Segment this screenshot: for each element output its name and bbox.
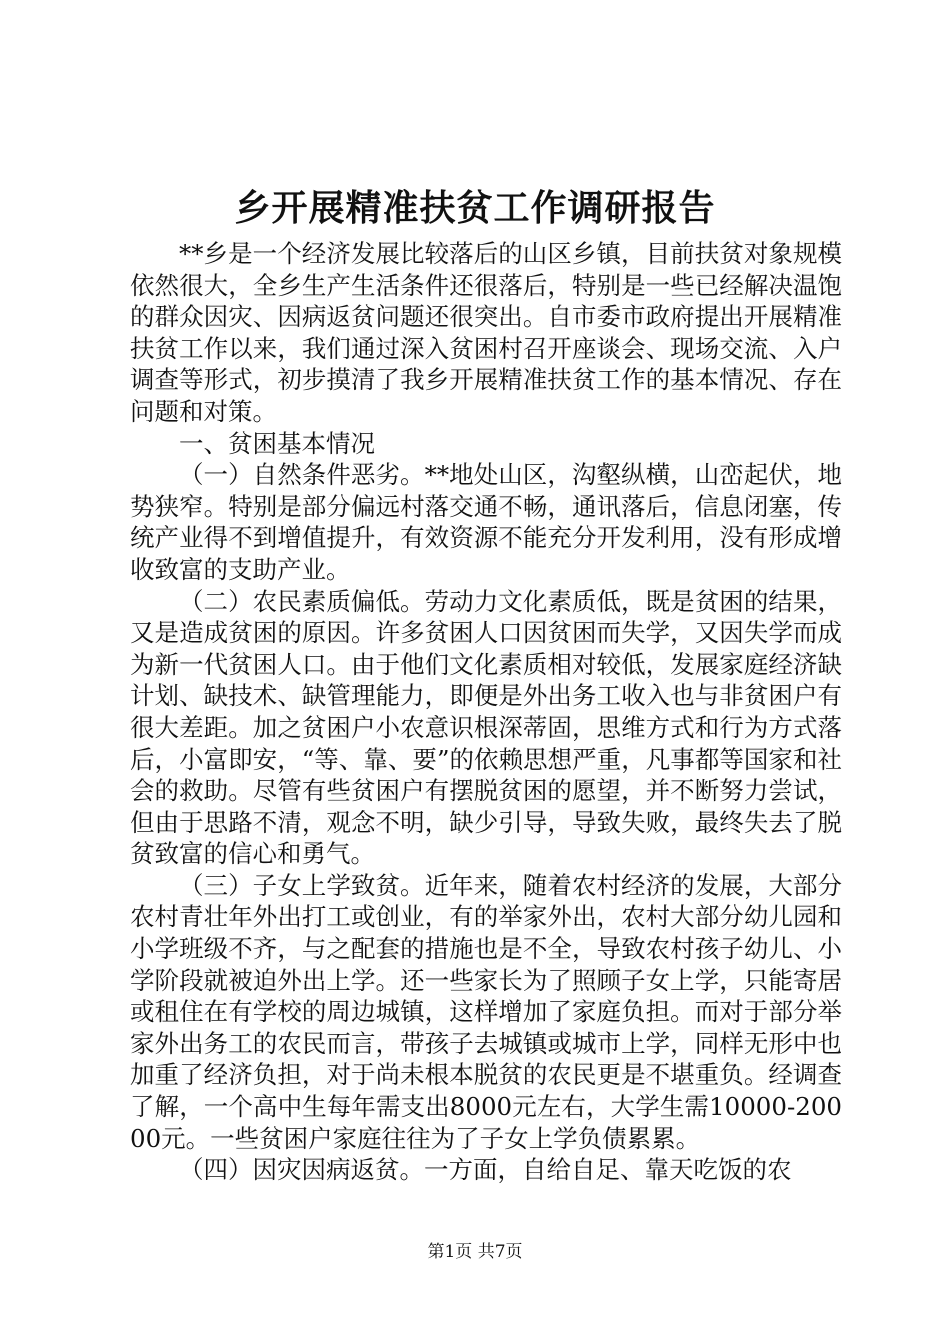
document-title: 乡开展精准扶贫工作调研报告 (234, 187, 716, 229)
page-number: 第1页 共7页 (427, 1242, 523, 1262)
intro-paragraph: **乡是一个经济发展比较落后的山区乡镇，目前扶贫对象规模依然很大，全乡生产生活条件还很落后，特别是一些已经解决温饱的群众因灾、因病返贫问题还很突出。自市委市政府提出开展精准扶贫工作以来，我们通过深入贫困村召开座谈会、现场交流、入户调查等形式，初步摸清了我乡开展精准扶贫工作的基本情况、存在问题和对策。 (130, 239, 842, 426)
paragraph-schooling-poverty: （三）子女上学致贫。近年来，随着农村经济的发展，大部分农村青壮年外出打工或创业，有的举家外出，农村大部分幼儿园和小学班级不齐，与之配套的措施也是不全，导致农村孩子幼儿、小学阶段就被迫外出上学。还一些家长为了照顾子女上学，只能寄居或租住在有学校的周边城镇，这样增加了家庭负担。而对于部分举家外出务工的农民而言，带孩子去城镇或城市上学，同样无形中也加重了经济负担，对于尚未根本脱贫的农民更是不堪重负。经调查了解，一个高中生每年需支出8000元左右，大学生需10000-20000元。一些贫困户家庭往往为了子女上学负债累累。 (130, 870, 842, 1153)
paragraph-disaster-illness: （四）因灾因病返贫。一方面，自给自足、靠天吃饭的农 (179, 1155, 792, 1185)
paragraph-natural-conditions: （一）自然条件恶劣。**地处山区，沟壑纵横，山峦起伏，地势狭窄。特别是部分偏远村落交通不畅，通讯落后，信息闭塞，传统产业得不到增值提升，有效资源不能充分开发利用，没有形成增收致富的支助产业。 (130, 460, 842, 584)
document-body (130, 238, 842, 1186)
section-heading: 一、贫困基本情况 (179, 428, 375, 458)
paragraph-farmer-quality: （二）农民素质偏低。劳动力文化素质低，既是贫困的结果，又是造成贫困的原因。许多贫困人口因贫困而失学，又因失学而成为新一代贫困人口。由于他们文化素质相对较低，发展家庭经济缺计划、缺技术、缺管理能力，即便是外出务工收入也与非贫困户有很大差距。加之贫困户小农意识根深蒂固，思维方式和行为方式落后，小富即安，“等、靠、要”的依赖思想严重，凡事都等国家和社会的救助。尽管有些贫困户有摆脱贫困的愿望，并不断努力尝试，但由于思路不清，观念不明，缺少引导，导致失败，最终失去了脱贫致富的信心和勇气。 (130, 586, 842, 869)
